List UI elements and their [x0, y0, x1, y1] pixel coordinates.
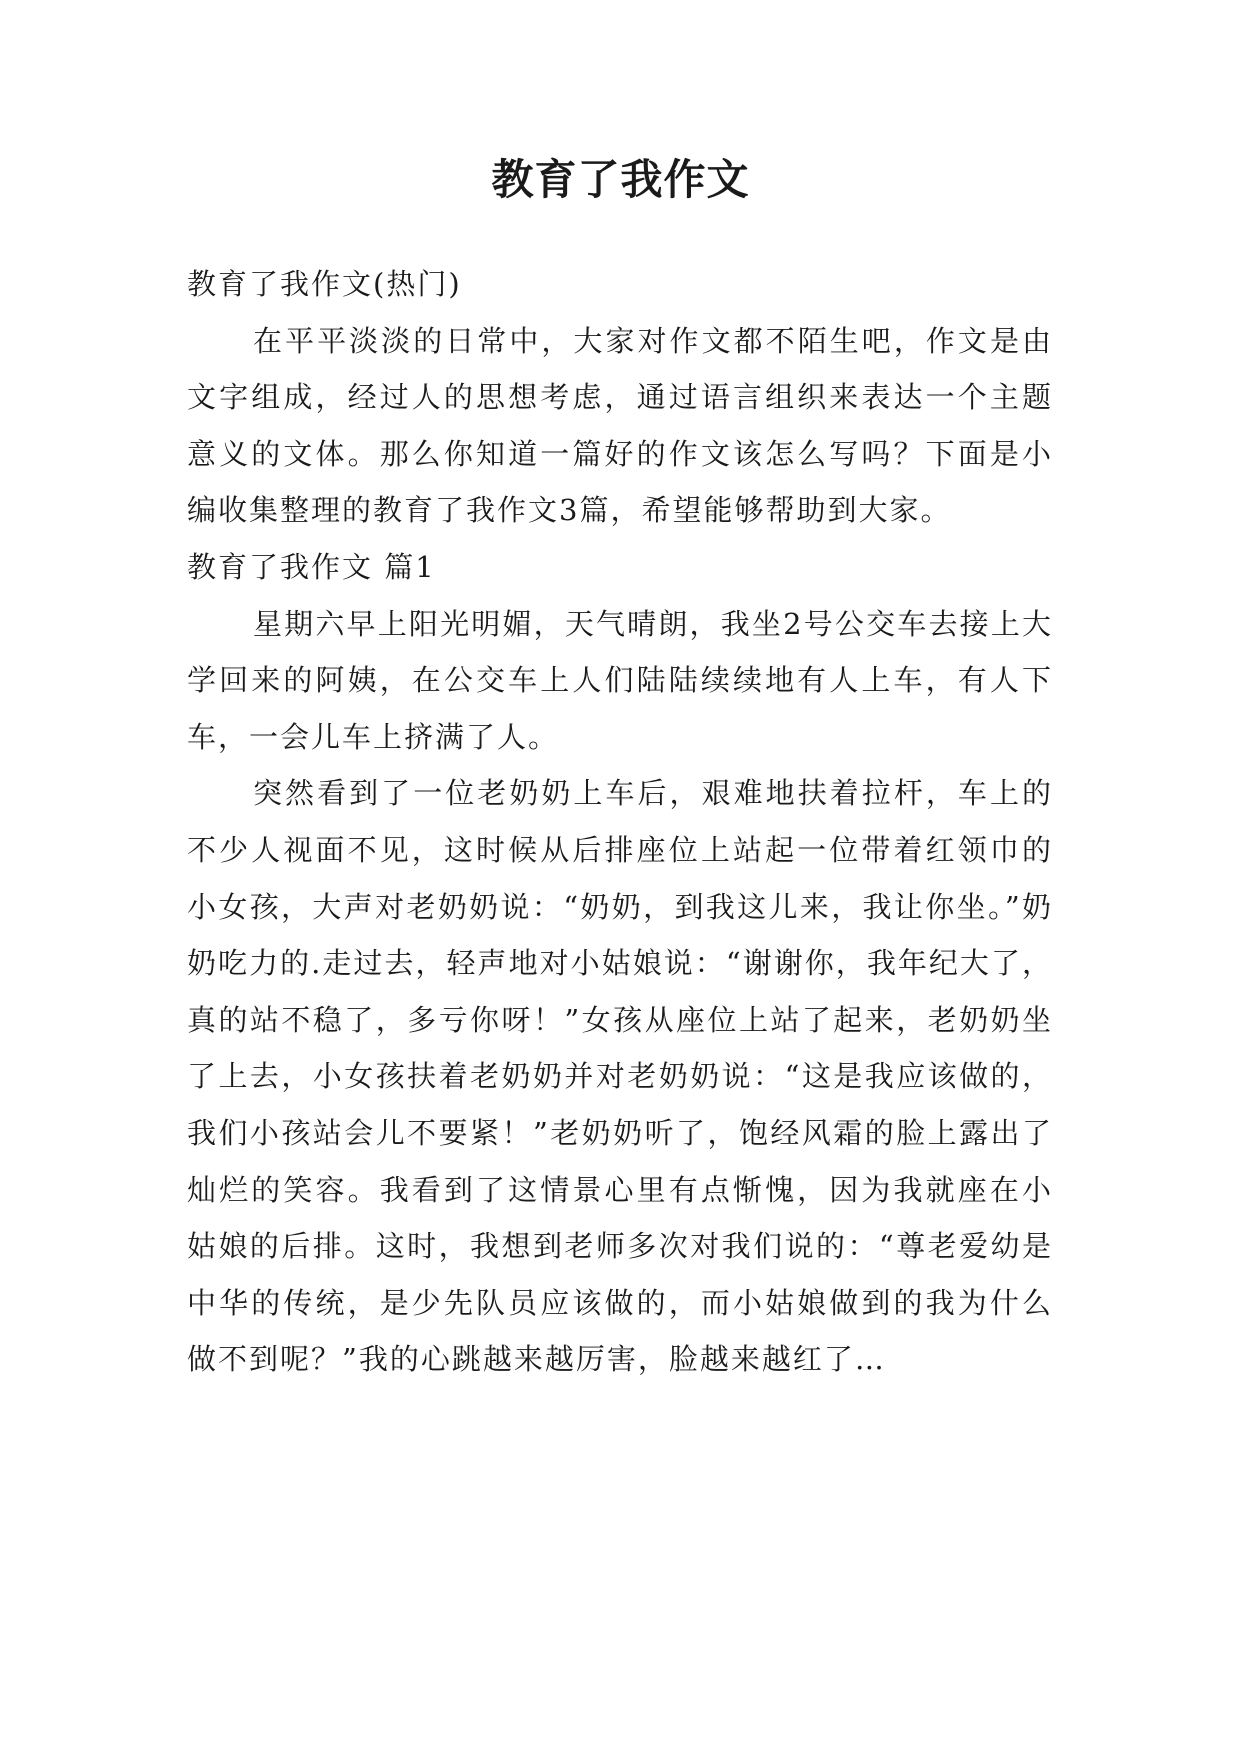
document-title: 教育了我作文 [491, 155, 750, 204]
intro-paragraph: 在平平淡淡的日常中，大家对作文都不陌生吧，作文是由文字组成，经过人的思想考虑，通过语言组织来表达一个主题意义的文体。那么你知道一篇好的作文该怎么写吗？下面是小编收集整理的教育了我作文3篇，希望能够帮助到大家。 [187, 323, 1053, 528]
document-subtitle: 教育了我作文(热门) [187, 267, 462, 301]
body-paragraph: 突然看到了一位老奶奶上车后，艰难地扶着拉杆，车上的不少人视面不见，这时候从后排座位上站起一位带着红领巾的小女孩，大声对老奶奶说：“奶奶，到我这儿来，我让你坐。”奶奶吃力的.走过去，轻声地对小姑娘说：“谢谢你，我年纪大了，真的站不稳了，多亏你呀！”女孩从座位上站了起来，老奶奶坐了上去，小女孩扶着老奶奶并对老奶奶说：“这是我应该做的，我们小孩站会儿不要紧！”老奶奶听了，饱经风霜的脸上露出了灿烂的笑容。我看到了这情景心里有点惭愧，因为我就座在小姑娘的后排。这时，我想到老师多次对我们说的：“尊老爱幼是中华的传统，是少先队员应该做的，而小姑娘做到的我为什么做不到呢？”我的心跳越来越厉害，脸越来越红了… [187, 776, 1053, 1377]
section-heading: 教育了我作文 篇1 [187, 549, 436, 584]
document-body [187, 256, 1053, 1388]
body-paragraph: 星期六早上阳光明媚，天气晴朗，我坐2号公交车去接上大学回来的阿姨，在公交车上人们陆陆续续地有人上车，有人下车，一会儿车上挤满了人。 [187, 606, 1053, 754]
